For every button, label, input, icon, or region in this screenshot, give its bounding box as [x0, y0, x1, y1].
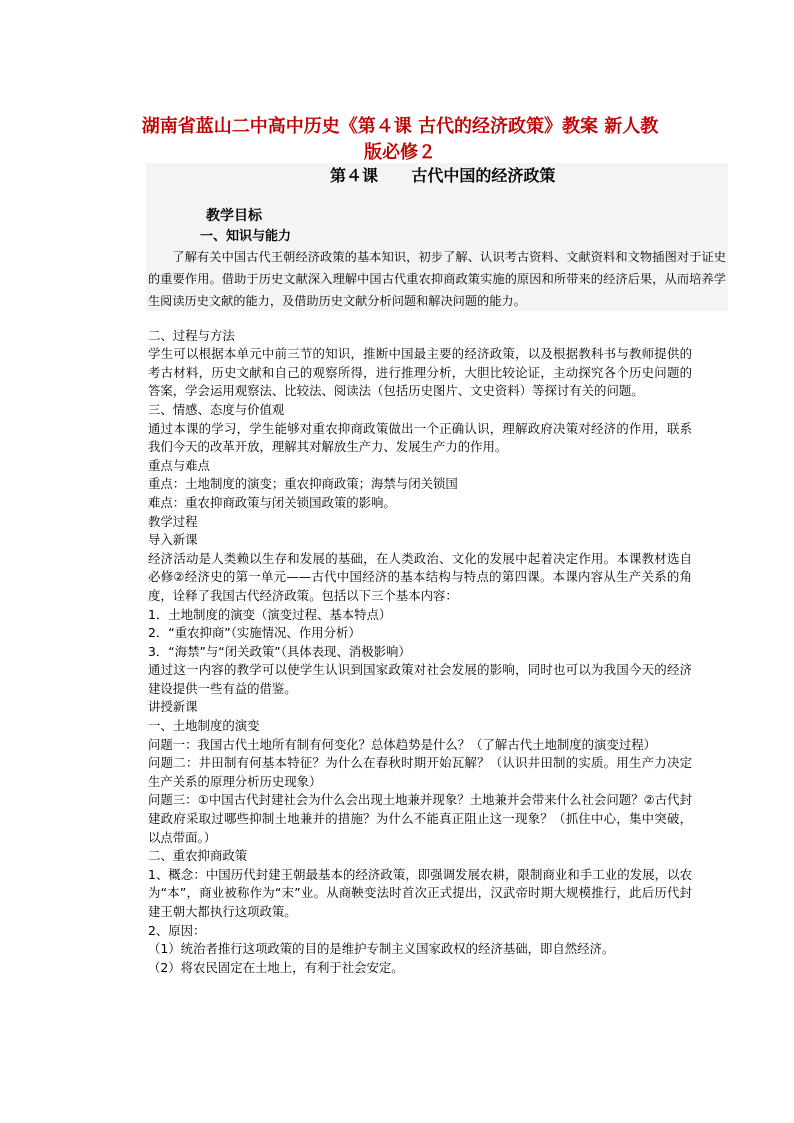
section2-heading: 二、重农抑商政策 — [148, 848, 248, 864]
document-title: 湖南省蓝山二中高中历史《第４课 古代的经济政策》教案 新人教版必修２ — [141, 116, 659, 163]
key-heading: 重点与难点 — [148, 457, 210, 473]
body-text — [148, 308, 692, 977]
question-1: 问题一：我国古代土地所有制有何变化？总体趋势是什么？（了解古代土地制度的演变过程） — [148, 736, 657, 752]
question-3: 问题三：①中国古代封建社会为什么会出现土地兼并现象？土地兼并会带来什么社会问题？②古代封建政府采取过哪些抑制土地兼并的措施？为什么不能真正阻止这一现象？（抓住中心，集中突破，以点带面。） — [148, 792, 692, 845]
teaching-process-heading: 教学过程 — [148, 513, 198, 529]
objectives-heading: 教学目标 — [206, 208, 262, 224]
new-lesson-heading: 讲授新课 — [148, 699, 198, 715]
intro-heading: 导入新课 — [148, 532, 198, 548]
reason-1: （1）统治者推行这项政策的目的是维护专制主义国家政权的经济基础，即自然经济。 — [148, 941, 615, 957]
knowledge-heading: 一、知识与能力 — [200, 229, 292, 244]
process-heading: 二、过程与方法 — [148, 327, 235, 343]
knowledge-text: 了解有关中国古代王朝经济政策的基本知识，初步了解、认识考古资料、文献资料和文物插图对于证史的重要作用。借助于历史文献深入理解中国古代重农抑商政策实施的原因和所带来的经济后果，从而培养学生阅读历史文献的能力，及借助历史文献分析问题和解决问题的能力。 — [148, 250, 726, 308]
difficult-points: 难点：重农抑商政策与闭关锁国政策的影响。 — [148, 494, 396, 510]
concept-text: 1、概念：中国历代封建王朝最基本的经济政策，即强调发展农耕，限制商业和手工业的发展，以农为“本”，商业被称作为“末”业。从商鞅变法时首次正式提出，汉武帝时期大规模推行，此后历代封建王朝大都执行这项政策。 — [148, 866, 692, 919]
section1-heading: 一、土地制度的演变 — [148, 718, 260, 734]
key-points: 重点：土地制度的演变；重农抑商政策；海禁与闭关锁国 — [148, 476, 458, 492]
emotion-heading: 三、情感、态度与价值观 — [148, 401, 285, 417]
content-item: 3．“海禁”与“闭关政策”（具体表现、消极影响） — [148, 643, 411, 659]
intro-text: 经济活动是人类赖以生存和发展的基础，在人类政治、文化的发展中起着决定作用。本课教材选自必修②经济史的第一单元——古代中国经济的基本结构与特点的第四课。本课内容从生产关系的角度，诠释了我国古代经济政策。包括以下三个基本内容： — [148, 550, 692, 603]
reason-2: （2）将农民固定在土地上，有利于社会安定。 — [148, 959, 404, 975]
content-item: 2．“重农抑商”（实施情况、作用分析） — [148, 625, 361, 641]
content-item: 1．土地制度的演变（演变过程、基本特点） — [148, 606, 392, 622]
question-2: 问题二：井田制有何基本特征？为什么在春秋时期开始瓦解？（认识井田制的实质。用生产力决定生产关系的原理分析历史现象） — [148, 755, 692, 789]
emotion-text: 通过本课的学习，学生能够对重农抑商政策做出一个正确认识，理解政府决策对经济的作用，联系我们今天的改革开放，理解其对解放生产力、发展生产力的作用。 — [148, 420, 692, 455]
reasons-heading: 2、原因： — [148, 922, 206, 938]
intro-conclusion: 通过这一内容的教学可以使学生认识到国家政策对社会发展的影响，同时也可以为我国今天的经济建设提供一些有益的借鉴。 — [148, 662, 692, 696]
spacer — [148, 308, 692, 327]
lesson-title: 第４课 古代中国的经济政策 — [330, 166, 556, 185]
process-text: 学生可以根据本单元中前三节的知识，推断中国最主要的经济政策，以及根据教科书与教师提供的考古材料，历史文献和自己的观察所得，进行推理分析，大胆比较论证，主动探究各个历史问题的答案，学会运用观察法、比较法、阅读法（包括历史图片、文史资料）等探讨有关的问题。 — [148, 346, 692, 399]
